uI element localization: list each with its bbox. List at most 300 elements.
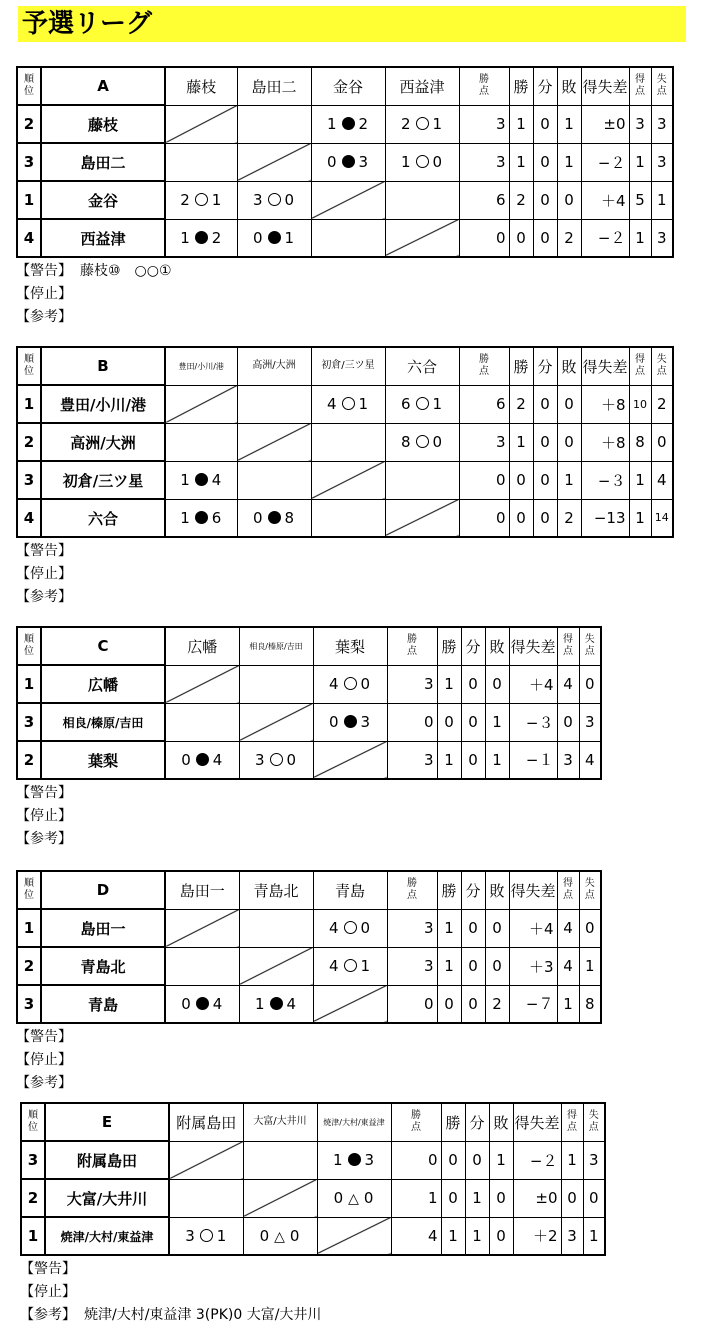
rank-cell: 4 — [17, 499, 41, 537]
goals-against-cell: 8 — [579, 985, 601, 1023]
d-cell: 0 — [533, 423, 557, 461]
l-cell: 0 — [489, 1179, 513, 1217]
loss-mark-icon — [195, 473, 208, 486]
result-cell — [165, 703, 239, 741]
goals-for-cell: 3 — [557, 741, 579, 779]
goals-against-cell: 3 — [583, 1141, 605, 1179]
goal-diff-cell: ＋4 — [509, 909, 557, 947]
result-cell: 0 4 — [165, 985, 239, 1023]
standings-table — [16, 66, 674, 258]
table-row — [17, 909, 601, 947]
header-row — [17, 627, 601, 665]
d-cell: 1 — [465, 1179, 489, 1217]
rank-header: 順 位 — [21, 1103, 45, 1141]
team-name: 高洲/大洲 — [41, 423, 165, 461]
result-cell — [165, 423, 237, 461]
loss-mark-icon — [268, 511, 281, 524]
reference-note-label: 【参考】 — [16, 589, 72, 605]
result-cell — [237, 385, 311, 423]
draw-mark-icon: △ — [274, 1228, 286, 1245]
points-cell: 3 — [387, 909, 437, 947]
rank-header: 順 位 — [17, 347, 41, 385]
goals-against-cell: 0 — [579, 665, 601, 703]
goals-against-cell: 14 — [651, 499, 673, 537]
notes — [16, 1026, 602, 1095]
win-mark-icon — [416, 117, 429, 130]
points-header: 勝 点 — [387, 627, 437, 665]
reference-note — [16, 586, 674, 609]
gd-header: 得失差 — [509, 627, 557, 665]
group-name: D — [41, 871, 165, 909]
result-cell: 3 0 — [239, 741, 313, 779]
win-mark-icon — [344, 677, 357, 690]
d-cell: 0 — [533, 181, 557, 219]
loss-mark-icon — [195, 231, 208, 244]
table-row — [17, 703, 601, 741]
w-cell: 0 — [441, 1141, 465, 1179]
opponent-header: 六合 — [385, 347, 459, 385]
goals-against-cell: 0 — [651, 423, 673, 461]
goal-diff-cell: ±0 — [581, 105, 629, 143]
reference-note — [20, 1304, 606, 1327]
w-cell: 1 — [509, 105, 533, 143]
warning-note — [20, 1258, 606, 1281]
self-match-cell — [317, 1217, 391, 1255]
table-row — [17, 985, 601, 1023]
w-cell: 0 — [509, 219, 533, 257]
l-cell: 0 — [485, 909, 509, 947]
result-cell — [237, 461, 311, 499]
win-mark-icon — [344, 959, 357, 972]
goal-diff-cell: −13 — [581, 499, 629, 537]
points-cell: 4 — [391, 1217, 441, 1255]
notes — [16, 782, 602, 851]
result-cell: 1 3 — [317, 1141, 391, 1179]
suspension-note — [16, 1049, 602, 1072]
goals-for-header: 得 点 — [557, 871, 579, 909]
goals-against-cell: 4 — [651, 461, 673, 499]
w-cell: 0 — [437, 703, 461, 741]
suspension-note — [16, 805, 602, 828]
reference-note — [16, 828, 602, 851]
rank-cell: 3 — [17, 703, 41, 741]
rank-cell: 4 — [17, 219, 41, 257]
rank-header: 順 位 — [17, 67, 41, 105]
w-header: 勝 — [437, 871, 461, 909]
header-row — [17, 67, 673, 105]
points-header: 勝 点 — [387, 871, 437, 909]
l-cell: 0 — [485, 665, 509, 703]
w-cell: 2 — [509, 385, 533, 423]
opponent-header: 青島 — [313, 871, 387, 909]
win-mark-icon — [270, 753, 283, 766]
loss-mark-icon — [195, 511, 208, 524]
result-cell: 0 4 — [165, 741, 239, 779]
goals-for-cell: 3 — [561, 1217, 583, 1255]
d-cell: 0 — [461, 741, 485, 779]
team-name: 初倉/三ツ星 — [41, 461, 165, 499]
result-cell: 4 0 — [313, 909, 387, 947]
result-cell — [385, 181, 459, 219]
suspension-note-label: 【停止】 — [16, 808, 72, 824]
rank-cell: 2 — [17, 947, 41, 985]
result-cell: 0 3 — [311, 143, 385, 181]
self-match-cell — [311, 461, 385, 499]
team-name: 島田二 — [41, 143, 165, 181]
table-row — [21, 1179, 605, 1217]
warning-note-label: 【警告】 — [16, 785, 72, 801]
points-cell: 3 — [387, 665, 437, 703]
self-match-cell — [165, 665, 239, 703]
d-cell: 0 — [533, 219, 557, 257]
w-cell: 1 — [509, 143, 533, 181]
table-row — [21, 1217, 605, 1255]
goal-diff-cell: ＋4 — [581, 181, 629, 219]
opponent-header: 西益津 — [385, 67, 459, 105]
gd-header: 得失差 — [513, 1103, 561, 1141]
d-cell: 0 — [461, 947, 485, 985]
result-cell — [169, 1179, 243, 1217]
w-cell: 1 — [437, 665, 461, 703]
win-mark-icon — [416, 397, 429, 410]
suspension-note-label: 【停止】 — [16, 286, 72, 302]
d-cell: 0 — [465, 1141, 489, 1179]
rank-cell: 1 — [17, 181, 41, 219]
standings-table — [20, 1102, 606, 1256]
points-cell: 6 — [459, 181, 509, 219]
opponent-header: 青島北 — [239, 871, 313, 909]
rank-cell: 1 — [21, 1217, 45, 1255]
result-cell — [243, 1141, 317, 1179]
d-header: 分 — [461, 627, 485, 665]
opponent-header: 焼津/大村/東益津 — [317, 1103, 391, 1141]
result-cell: 4 0 — [313, 665, 387, 703]
team-name: 広幡 — [41, 665, 165, 703]
group-name: E — [45, 1103, 169, 1141]
goals-for-cell: 0 — [557, 703, 579, 741]
goals-for-cell: 4 — [557, 665, 579, 703]
win-mark-icon — [342, 397, 355, 410]
points-cell: 3 — [459, 143, 509, 181]
gd-header: 得失差 — [581, 67, 629, 105]
goal-diff-cell: ＋8 — [581, 423, 629, 461]
points-cell: 0 — [459, 461, 509, 499]
goals-against-header: 失 点 — [651, 67, 673, 105]
l-cell: 2 — [557, 499, 581, 537]
loss-mark-icon — [348, 1153, 361, 1166]
team-name: 大富/大井川 — [45, 1179, 169, 1217]
self-match-cell — [165, 105, 237, 143]
result-cell: 1 2 — [165, 219, 237, 257]
d-header: 分 — [533, 347, 557, 385]
goals-for-cell: 1 — [561, 1141, 583, 1179]
d-header: 分 — [461, 871, 485, 909]
w-cell: 0 — [509, 499, 533, 537]
warning-note-label: 【警告】 — [16, 1029, 72, 1045]
table-row — [17, 143, 673, 181]
result-cell: 1 4 — [239, 985, 313, 1023]
result-cell: 0 1 — [237, 219, 311, 257]
goals-for-cell: 1 — [557, 985, 579, 1023]
standings-table — [16, 626, 602, 780]
w-cell: 1 — [437, 741, 461, 779]
reference-note-label: 【参考】 — [16, 831, 72, 847]
loss-mark-icon — [270, 997, 283, 1010]
goal-diff-cell: ±0 — [513, 1179, 561, 1217]
self-match-cell — [239, 703, 313, 741]
points-cell: 0 — [459, 219, 509, 257]
reference-note — [16, 306, 674, 329]
team-name: 六合 — [41, 499, 165, 537]
suspension-note — [16, 283, 674, 306]
reference-note-label: 【参考】 — [16, 1075, 72, 1091]
opponent-header: 豊田/小川/港 — [165, 347, 237, 385]
table-row — [21, 1141, 605, 1179]
win-mark-icon — [344, 921, 357, 934]
team-name: 相良/榛原/吉田 — [41, 703, 165, 741]
w-cell: 1 — [437, 947, 461, 985]
self-match-cell — [243, 1179, 317, 1217]
goals-for-cell: 1 — [629, 143, 651, 181]
rank-cell: 1 — [17, 665, 41, 703]
result-cell — [311, 219, 385, 257]
suspension-note-label: 【停止】 — [16, 566, 72, 582]
standings-table — [16, 346, 674, 538]
result-cell: 0 △ 0 — [317, 1179, 391, 1217]
w-cell: 0 — [437, 985, 461, 1023]
result-cell — [239, 909, 313, 947]
self-match-cell — [237, 423, 311, 461]
group-name: A — [41, 67, 165, 105]
header-row — [17, 871, 601, 909]
goals-against-header: 失 点 — [651, 347, 673, 385]
result-cell: 6 1 — [385, 385, 459, 423]
goals-against-cell: 3 — [651, 143, 673, 181]
team-name: 葉梨 — [41, 741, 165, 779]
goals-for-cell: 0 — [561, 1179, 583, 1217]
goals-for-cell: 1 — [629, 219, 651, 257]
goals-against-cell: 4 — [579, 741, 601, 779]
warning-note — [16, 1026, 602, 1049]
result-cell — [165, 143, 237, 181]
loss-mark-icon — [196, 753, 209, 766]
w-cell: 1 — [509, 423, 533, 461]
opponent-header: 広幡 — [165, 627, 239, 665]
opponent-header: 葉梨 — [313, 627, 387, 665]
loss-mark-icon — [268, 231, 281, 244]
rank-cell: 2 — [17, 741, 41, 779]
goals-against-cell: 3 — [651, 219, 673, 257]
goal-diff-cell: −３ — [509, 703, 557, 741]
header-row — [21, 1103, 605, 1141]
league-d — [16, 870, 602, 1095]
d-cell: 0 — [461, 985, 485, 1023]
points-header: 勝 点 — [459, 347, 509, 385]
self-match-cell — [165, 909, 239, 947]
standings-table — [16, 870, 602, 1024]
l-cell: 0 — [557, 423, 581, 461]
points-header: 勝 点 — [459, 67, 509, 105]
points-cell: 6 — [459, 385, 509, 423]
w-cell: 1 — [441, 1217, 465, 1255]
result-cell: 8 0 — [385, 423, 459, 461]
goal-diff-cell: ＋8 — [581, 385, 629, 423]
self-match-cell — [311, 181, 385, 219]
goal-diff-cell: ＋4 — [509, 665, 557, 703]
team-name: 附属島田 — [45, 1141, 169, 1179]
goal-diff-cell: −７ — [509, 985, 557, 1023]
l-header: 敗 — [489, 1103, 513, 1141]
d-cell: 0 — [461, 665, 485, 703]
goals-against-cell: 1 — [579, 947, 601, 985]
d-cell: 0 — [533, 105, 557, 143]
goals-for-header: 得 点 — [629, 67, 651, 105]
rank-cell: 3 — [21, 1141, 45, 1179]
result-cell: 3 1 — [169, 1217, 243, 1255]
loss-mark-icon — [344, 715, 357, 728]
goals-against-cell: 0 — [579, 909, 601, 947]
result-cell: 0 △ 0 — [243, 1217, 317, 1255]
result-cell: 2 1 — [165, 181, 237, 219]
w-cell: 0 — [509, 461, 533, 499]
goals-against-cell: 3 — [651, 105, 673, 143]
d-header: 分 — [465, 1103, 489, 1141]
result-cell — [237, 105, 311, 143]
table-row — [17, 105, 673, 143]
result-cell — [385, 461, 459, 499]
goals-against-header: 失 点 — [583, 1103, 605, 1141]
goals-against-header: 失 点 — [579, 871, 601, 909]
rank-cell: 2 — [21, 1179, 45, 1217]
team-name: 青島北 — [41, 947, 165, 985]
goal-diff-cell: −３ — [581, 461, 629, 499]
team-name: 金谷 — [41, 181, 165, 219]
loss-mark-icon — [342, 117, 355, 130]
l-cell: 1 — [489, 1141, 513, 1179]
result-cell: 1 4 — [165, 461, 237, 499]
goals-for-header: 得 点 — [557, 627, 579, 665]
draw-mark-icon: △ — [348, 1191, 360, 1207]
w-cell: 1 — [437, 909, 461, 947]
header-row — [17, 347, 673, 385]
table-row — [17, 181, 673, 219]
goal-diff-cell: −１ — [509, 741, 557, 779]
points-cell: 0 — [387, 703, 437, 741]
goal-diff-cell: −２ — [581, 143, 629, 181]
goals-against-cell: 2 — [651, 385, 673, 423]
points-cell: 0 — [387, 985, 437, 1023]
warning-note — [16, 260, 674, 283]
team-name: 島田一 — [41, 909, 165, 947]
d-cell: 0 — [533, 385, 557, 423]
goals-for-header: 得 点 — [561, 1103, 583, 1141]
goals-against-cell: 0 — [583, 1179, 605, 1217]
w-header: 勝 — [437, 627, 461, 665]
goals-for-cell: 1 — [629, 461, 651, 499]
d-cell: 0 — [533, 499, 557, 537]
goals-for-cell: 10 — [629, 385, 651, 423]
league-a — [16, 66, 674, 329]
opponent-header: 高洲/大洲 — [237, 347, 311, 385]
goal-diff-cell: −２ — [581, 219, 629, 257]
result-cell: 0 3 — [313, 703, 387, 741]
warning-note-label: 【警告】 — [20, 1261, 76, 1277]
team-name: 西益津 — [41, 219, 165, 257]
goals-against-header: 失 点 — [579, 627, 601, 665]
w-header: 勝 — [509, 347, 533, 385]
goals-for-cell: 5 — [629, 181, 651, 219]
suspension-note — [16, 563, 674, 586]
notes — [16, 540, 674, 609]
table-row — [17, 499, 673, 537]
w-cell: 0 — [441, 1179, 465, 1217]
gd-header: 得失差 — [509, 871, 557, 909]
loss-mark-icon — [342, 155, 355, 168]
result-cell — [239, 665, 313, 703]
page-title: 予選リーグ — [18, 6, 686, 42]
table-row — [17, 219, 673, 257]
opponent-header: 附属島田 — [169, 1103, 243, 1141]
suspension-note-label: 【停止】 — [20, 1284, 76, 1300]
rank-header: 順 位 — [17, 627, 41, 665]
gd-header: 得失差 — [581, 347, 629, 385]
d-cell: 1 — [465, 1217, 489, 1255]
points-cell: 0 — [459, 499, 509, 537]
self-match-cell — [385, 219, 459, 257]
win-mark-icon — [416, 435, 429, 448]
result-cell — [311, 423, 385, 461]
goals-against-cell: 1 — [583, 1217, 605, 1255]
w-header: 勝 — [509, 67, 533, 105]
opponent-header: 島田一 — [165, 871, 239, 909]
reference-note-label: 【参考】 — [20, 1307, 76, 1323]
result-cell — [311, 499, 385, 537]
table-row — [17, 423, 673, 461]
result-cell: 3 0 — [237, 181, 311, 219]
opponent-header: 相良/榛原/吉田 — [239, 627, 313, 665]
reference-note — [16, 1072, 602, 1095]
goal-diff-cell: −２ — [513, 1141, 561, 1179]
result-cell: 2 1 — [385, 105, 459, 143]
opponent-header: 初倉/三ツ星 — [311, 347, 385, 385]
result-cell: 4 1 — [313, 947, 387, 985]
l-cell: 1 — [557, 143, 581, 181]
result-cell: 4 1 — [311, 385, 385, 423]
league-b — [16, 346, 674, 609]
w-header: 勝 — [441, 1103, 465, 1141]
points-cell: 1 — [391, 1179, 441, 1217]
rank-cell: 3 — [17, 143, 41, 181]
goals-for-header: 得 点 — [629, 347, 651, 385]
rank-header: 順 位 — [17, 871, 41, 909]
rank-cell: 3 — [17, 985, 41, 1023]
warning-note-text: 藤枝⑩ ○○① — [80, 263, 172, 279]
goals-for-cell: 4 — [557, 947, 579, 985]
d-cell: 0 — [533, 461, 557, 499]
result-cell: 0 8 — [237, 499, 311, 537]
l-cell: 0 — [557, 385, 581, 423]
goal-diff-cell: ＋3 — [509, 947, 557, 985]
result-cell: 1 6 — [165, 499, 237, 537]
warning-note-label: 【警告】 — [16, 263, 72, 279]
warning-note — [16, 540, 674, 563]
l-cell: 2 — [485, 985, 509, 1023]
win-mark-icon — [268, 193, 281, 206]
loss-mark-icon — [196, 997, 209, 1010]
l-cell: 1 — [485, 703, 509, 741]
points-cell: 3 — [459, 423, 509, 461]
l-header: 敗 — [557, 67, 581, 105]
